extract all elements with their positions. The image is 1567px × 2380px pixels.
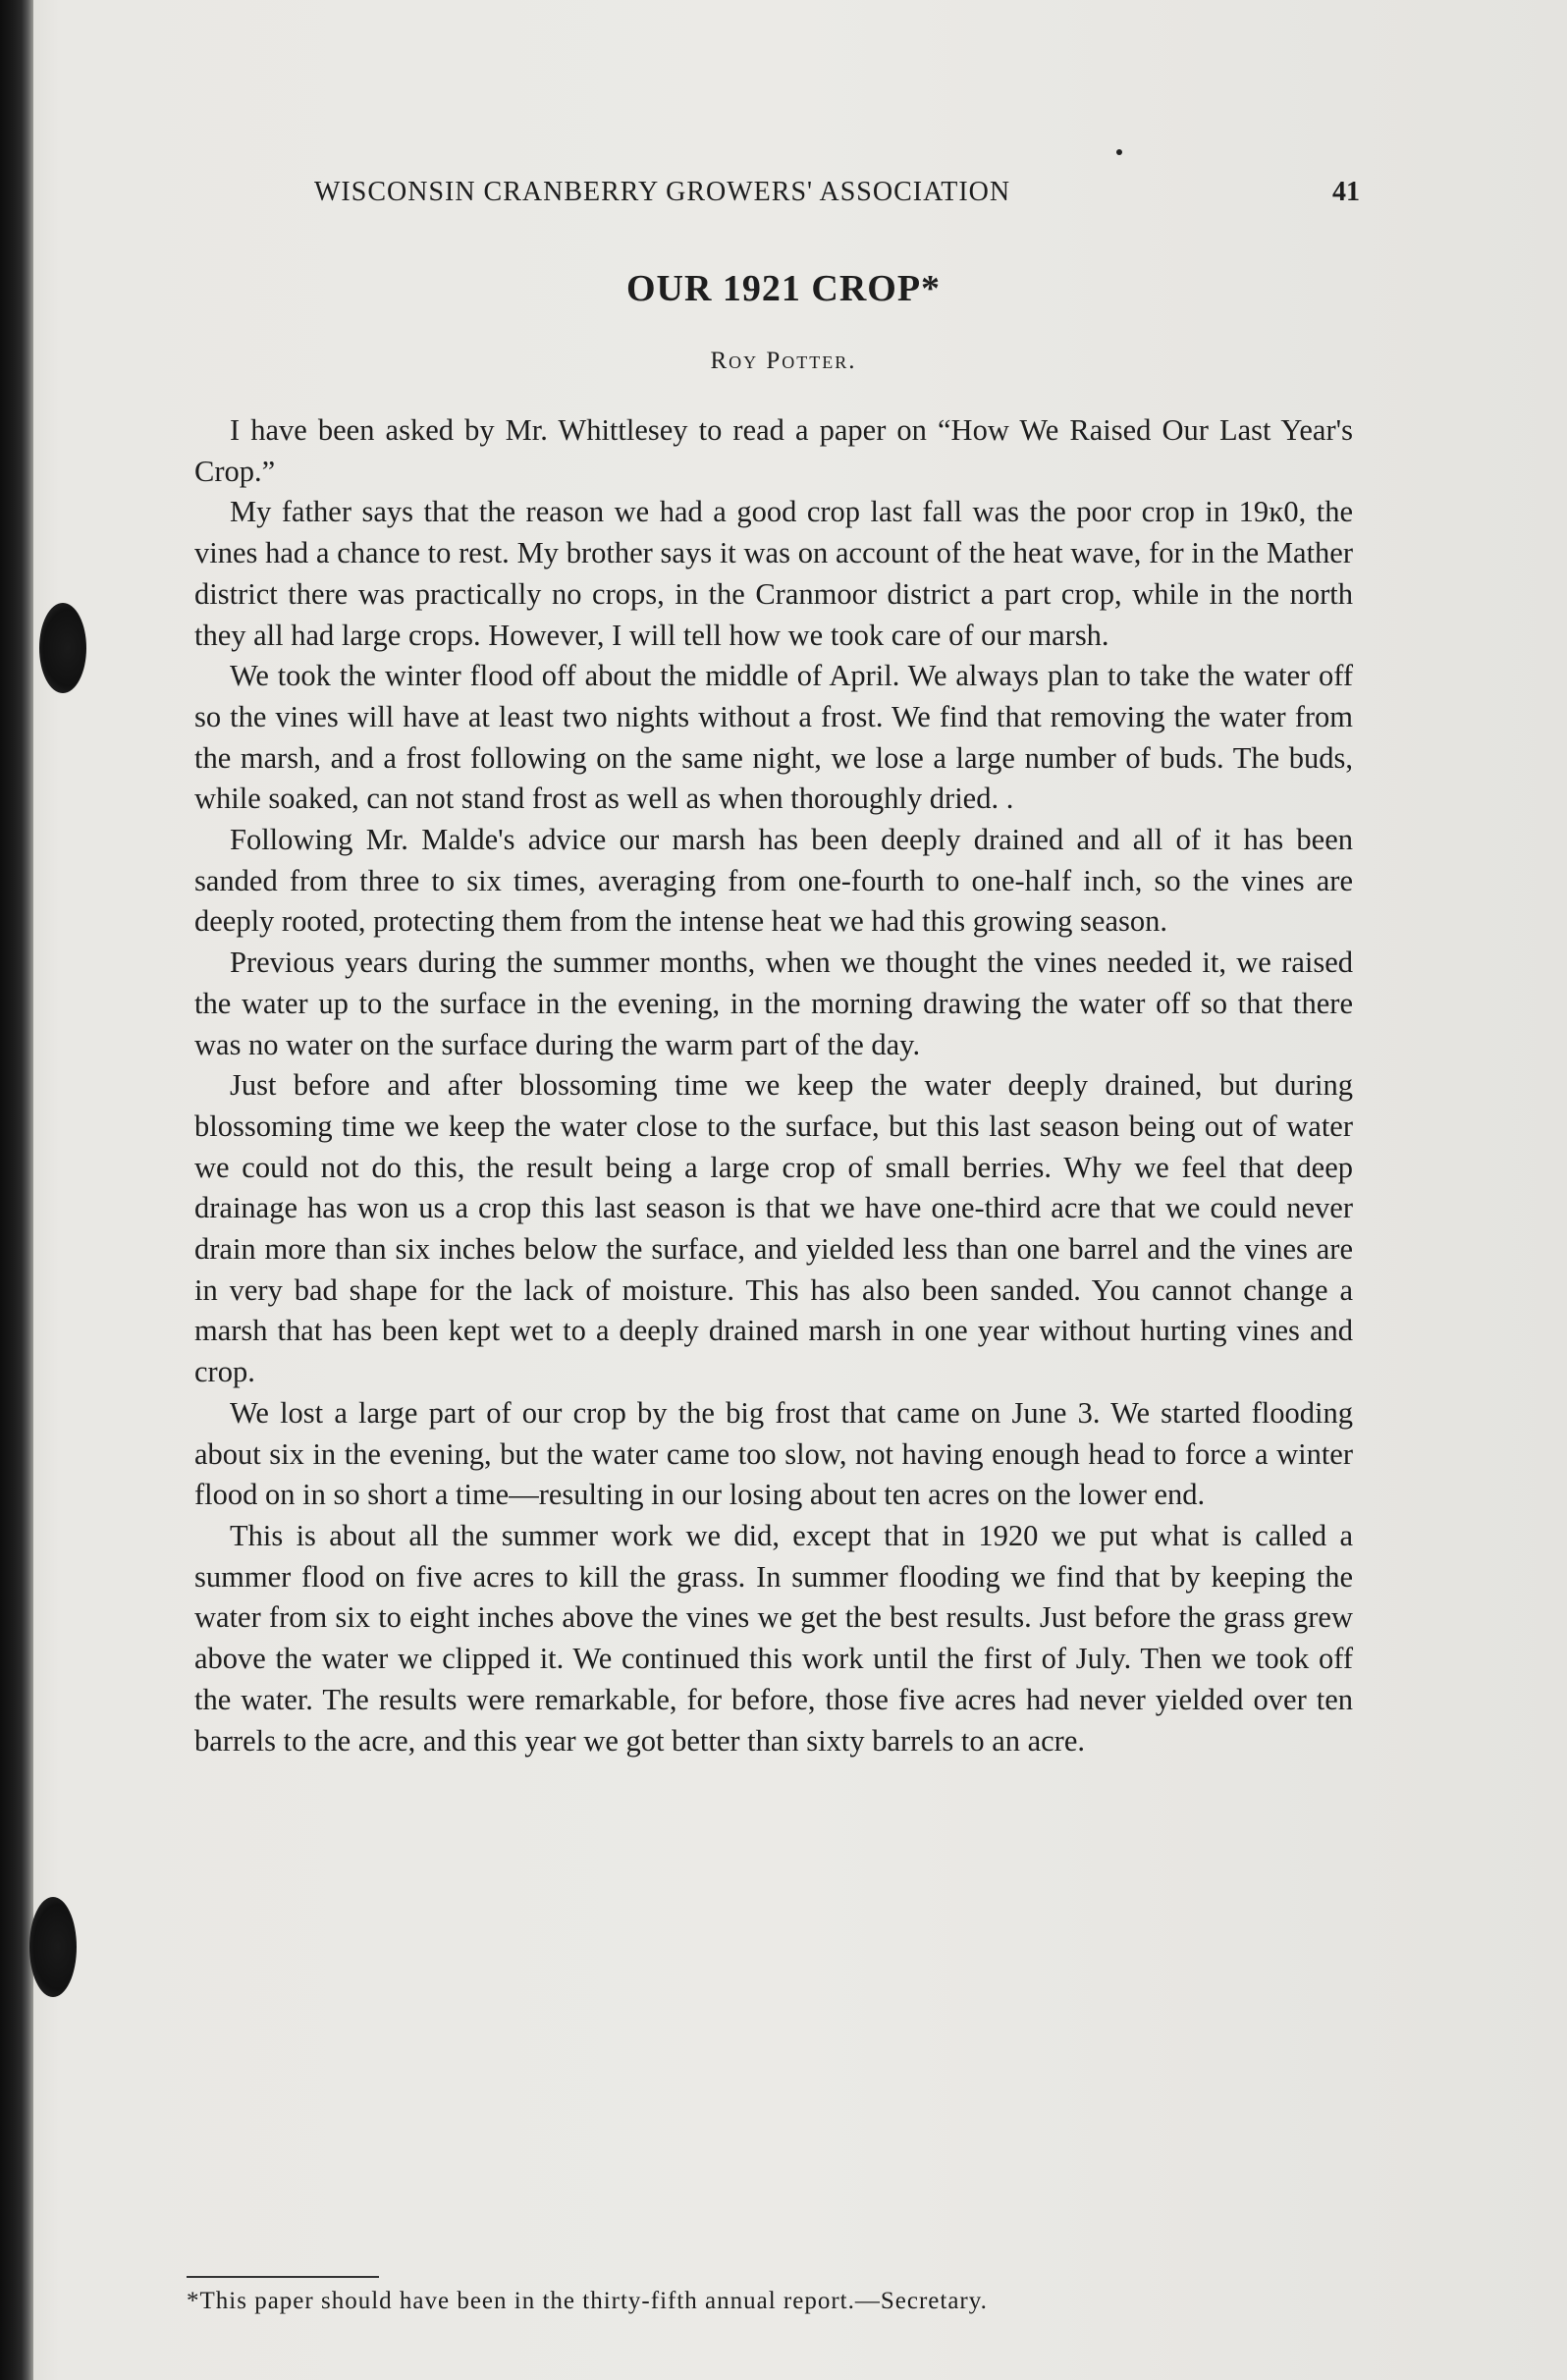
- paragraph: Following Mr. Malde's advice our marsh has been deeply drained and all of it has been sanded from three to six times, averaging from one-fourth to one-half inch, so the vines are deeply rooted, protecting them from the intense heat we had this growing season.: [194, 823, 1353, 939]
- paragraph: My father says that the reason we had a good crop last fall was the poor crop in 19ĸ0, the vines had a chance to rest. My brother says it was on account of the heat wave, for in the Mather district there was practically no crops, in the Cranmoor district a part crop, while in the north they all had large crops. However, I will tell how we took care of our marsh.: [194, 495, 1353, 652]
- ink-speck: [1116, 149, 1122, 155]
- paragraph: This is about all the summer work we did, except that in 1920 we put what is called a summer flood on five acres to kill the grass. In summer flooding we find that by keeping the water from six to eight inches above the vines we get the best results. Just before the grass grew above the water we clipped it. We continued this work until the first of July. Then we took off the water. The results were remarkable, for before, those five acres had never yielded over ten barrels to the acre, and this year we got better than sixty barrels to an acre.: [194, 1518, 1353, 1758]
- page-number: 41: [1332, 177, 1360, 207]
- article-title: OUR 1921 CROP*: [625, 268, 942, 309]
- paragraph: We lost a large part of our crop by the big frost that came on June 3. We started flooding about six in the evening, but the water came too slow, not having enough head to force a winter flood on in so short a time—resulting in our losing about ten acres on the lower end.: [194, 1395, 1353, 1512]
- paragraph: Just before and after blossoming time we keep the water deeply drained, but during blossoming time we keep the water close to the surface, but this last season being out of water we could not do this, the result being a large crop of small berries. Why we feel that deep drainage has won us a crop this last season is that we have one-third acre that we could never drain more than six inches below the surface, and yielded less than one barrel and the vines are in very bad shape for the lack of moisture. This has also been sanded. You cannot change a marsh that has been kept wet to a deeply drained marsh in one year without hurting vines and crop.: [194, 1068, 1353, 1389]
- running-header: [196, 177, 1360, 216]
- punch-hole-top: [39, 603, 86, 693]
- punch-hole-bottom: [29, 1897, 77, 1997]
- running-title: WISCONSIN CRANBERRY GROWERS' ASSOCIATION: [314, 177, 1011, 207]
- paragraph: We took the winter flood off about the middle of April. We always plan to take the water off so the vines will have at least two nights without a frost. We find that removing the water from the marsh, and a frost following on the same night, we lose a large number of buds. The buds, while soaked, can not stand frost as well as when thoroughly dried. .: [194, 659, 1353, 816]
- paragraph: Previous years during the summer months, when we thought the vines needed it, we raised the water up to the surface in the evening, in the morning drawing the water off so that there was no water on the surface during the warm part of the day.: [194, 946, 1353, 1061]
- article-body: [194, 410, 1353, 1761]
- paragraph: I have been asked by Mr. Whittlesey to read a paper on “How We Raised Our Last Year's Crop.”: [194, 413, 1353, 488]
- author-name: Roy Potter.: [710, 348, 857, 374]
- footnote-divider: [187, 2276, 379, 2278]
- footnote: *This paper should have been in the thirty-fifth annual report.—Secretary.: [187, 2288, 988, 2314]
